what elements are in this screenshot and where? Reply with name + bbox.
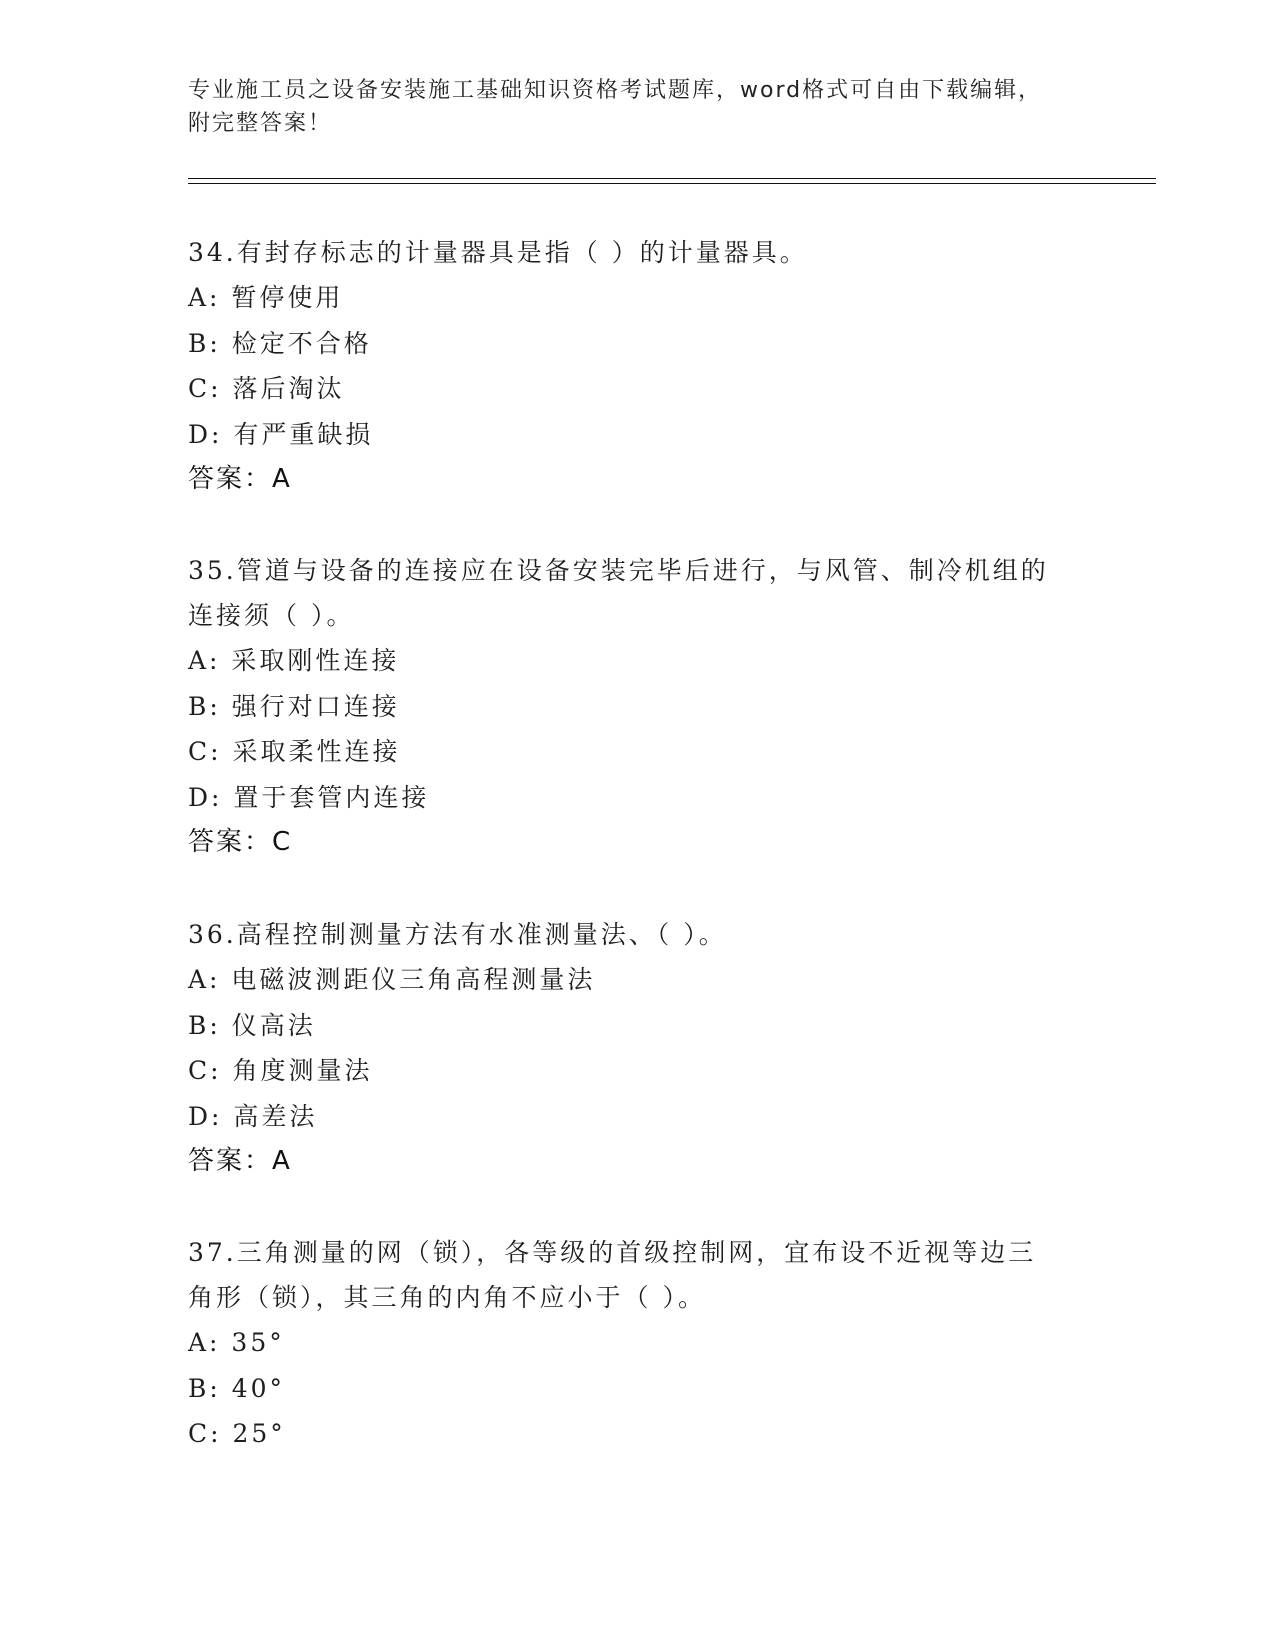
option-b: B: 检定不合格 <box>188 328 372 358</box>
option-b: B: 强行对口连接 <box>188 691 400 721</box>
question-stem-line: 37.三角测量的网（锁），各等级的首级控制网，宜布设不近视等边三 <box>188 1238 1037 1267</box>
option-a: A: 暂停使用 <box>188 283 344 312</box>
answer: 答案：C <box>188 827 293 857</box>
option-d: D: 置于套管内连接 <box>188 782 430 812</box>
option-c: C: 落后淘汰 <box>188 374 345 403</box>
option-c: C: 25° <box>188 1419 286 1448</box>
question-stem-line: 35.管道与设备的连接应在设备安装完毕后进行，与风管、制冷机组的 <box>188 556 1049 585</box>
question-stem <box>188 1230 1088 1320</box>
document-header <box>188 74 1088 140</box>
option-a: A: 采取刚性连接 <box>188 646 400 675</box>
question-stem <box>188 548 1088 638</box>
header-divider-bottom <box>188 183 1156 184</box>
question-stem-line: 连接须（ ）。 <box>188 601 355 630</box>
option-a: A: 电磁波测距仪三角高程测量法 <box>188 965 596 994</box>
header-line-2: 附完整答案！ <box>188 111 333 136</box>
option-d: D: 有严重缺损 <box>188 419 374 449</box>
question-37 <box>188 1230 1088 1457</box>
option-d: D: 高差法 <box>188 1101 318 1131</box>
question-34 <box>188 230 1088 502</box>
answer: 答案：A <box>188 464 292 494</box>
question-stem-line: 34.有封存标志的计量器具是指（ ）的计量器具。 <box>188 238 808 267</box>
question-36 <box>188 912 1088 1184</box>
question-stem <box>188 230 1088 275</box>
question-stem-line: 36.高程控制测量方法有水准测量法、（ ）。 <box>188 920 727 949</box>
option-b: B: 仪高法 <box>188 1010 316 1040</box>
option-b: B: 40° <box>188 1373 286 1403</box>
question-stem <box>188 912 1088 957</box>
answer: 答案：A <box>188 1146 292 1176</box>
header-divider-top <box>188 178 1156 179</box>
option-c: C: 采取柔性连接 <box>188 737 401 766</box>
question-stem-line: 角形（锁），其三角的内角不应小于（ ）。 <box>188 1283 706 1312</box>
option-c: C: 角度测量法 <box>188 1056 373 1085</box>
question-35 <box>188 548 1088 865</box>
option-a: A: 35° <box>188 1328 285 1357</box>
header-line-1: 专业施工员之设备安装施工基础知识资格考试题库，word格式可自由下载编辑， <box>188 78 1043 103</box>
